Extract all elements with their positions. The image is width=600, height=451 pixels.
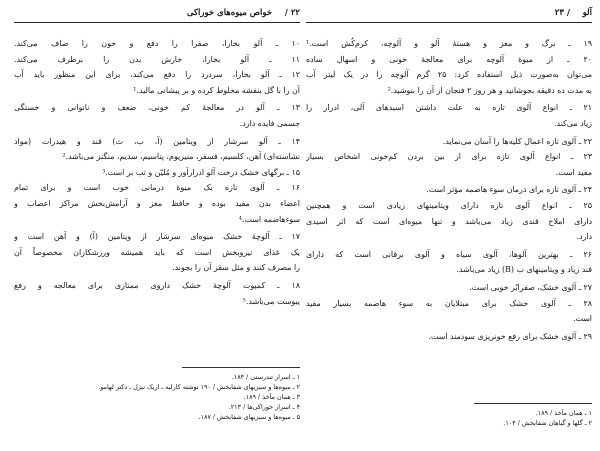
text-line: سوءهاضمه است.⁴: [238, 214, 300, 224]
text-line: یک غذای نیروبخش است که باید همیشه ورزشکاران مخصوصاً آن: [14, 247, 300, 257]
text-line: ۱۸ ـ کمپوت آلوچهٔ خشک داروی ممتازی برای معالجه و رفع: [14, 280, 300, 290]
text-line: ۱۷ ـ آلوچهٔ خشک میوه‌ای سرشار از ویتامین (آ) و آهن است و: [14, 232, 300, 242]
text-line: ۲۱ ـ انواع آلوی تازه به علت داشتن اسیدهای آلی، ادرار را: [306, 103, 592, 113]
text-line: ۱۵ ـ برگهای خشک درخت آلو ادرارآور و مُلیّن و تب بر است.³: [102, 167, 300, 177]
text-line: ۱۴ ـ آلو سرشار از ویتامین (آ، ب، ث) قند و هیدرات (مواد: [14, 136, 300, 146]
left-page-footnotes: [14, 367, 300, 422]
footnote: ۱ ـ همان مآخذ / ۱۸۹.: [535, 409, 592, 417]
text-line: ۱۹ ـ برگ و مغز و هستهٔ آلو و آلوچه، کرم‌کُش است.¹: [306, 39, 592, 48]
text-line: زیاد می‌کند.: [553, 118, 592, 128]
text-line: ۱۳ ـ آلو در معالجهٔ کم خونی، ضعف و ناتوانی و خستگی: [14, 103, 300, 113]
footnote: ۲ ـ میوه‌ها و سبزیهای شفابخش / ۱۹۰ نوشته کارلبه ـ اریک نیژل ـ دکتر لهامو.: [98, 383, 300, 391]
text-line: ۲۶ ـ بهترین آلوها، آلوی سیاه و آلوی برقانی است که دارای: [306, 249, 592, 259]
text-line: ۱۶ ـ آلوی تازه یک میوهٔ درمانی خوب است و برای تمام: [14, 183, 300, 193]
text-line: قند زیاد و ویتامینهای ب (B) زیاد می‌باشد.: [456, 265, 592, 275]
text-line: می‌توان به‌صورت ذیل استفاده کرد: ۲۵ گرم آلوچه را در یک لیتر آب: [306, 70, 592, 80]
text-line: ۱۱ ـ آلو بخارا، خارش بدن را برطرف می‌کند.: [14, 54, 300, 64]
left-page-header: [14, 8, 300, 23]
text-line: را مصرف کنند و مثل سقز آن را بجوند.: [172, 263, 300, 273]
text-line: مفید است.: [555, 167, 592, 177]
text-line: ۲۲ ـ آلوی تازه اعمال کلیه‌ها را آسان می‌نماید.: [442, 136, 592, 146]
footnote: ۲ ـ گلها و گیاهان شفابخش / ۱۰۴.: [503, 419, 592, 427]
footnote-divider: [474, 403, 592, 404]
right-page-number: / ۲۳: [554, 8, 570, 18]
right-page: [306, 0, 592, 451]
text-line: آن را با گل بنفشه مخلوط کرده و بر پیشانی مالید.¹: [133, 85, 300, 95]
footnote: ۴ ـ اسرار خوراکی‌ها / ۲۱۳.: [228, 403, 300, 411]
text-line: ۲۴ ـ آلوی تازه برای درمان سوء هاضمه مؤثر است.: [426, 185, 592, 195]
right-page-body: [306, 36, 592, 344]
text-line: ۲۰ ـ از میوهٔ آلوچه برای معالجهٔ خونی و اسهال ساده: [306, 54, 592, 64]
text-line: دارای املاح قندی زیاد می‌باشد و تنها میوه‌ای است که اثر اسیدی: [306, 216, 592, 226]
right-page-header: [306, 8, 592, 23]
left-page: [14, 0, 300, 451]
right-page-footnotes: [306, 403, 592, 428]
text-line: یبوست می‌باشد.⁵: [242, 296, 300, 306]
text-line: به مدت ده دقیقه بجوشانید و هر روز ۲ فنجان از آن را بنوشید.²: [387, 85, 592, 95]
text-line: ۱۰ ـ آلو بخارا، صفرا را دفع و خون را صاف می‌کند.: [14, 39, 300, 48]
text-line: ۲۹ ـ آلوی خشک برای رفع خونریزی سودمند است.: [428, 331, 592, 341]
text-line: اعضاء بدن مفید بوده و حافظ مغز و آرامش‌بخش مراکز اعصاب و: [14, 198, 300, 208]
footnote-divider: [182, 367, 300, 368]
text-line: جسمی فایده دارد.: [239, 118, 300, 128]
left-page-body: [14, 36, 300, 309]
text-line: ۱۲ ـ آلو بخارا، سردرد را دفع می‌کند، برای این منظور باید آب: [14, 70, 300, 80]
text-line: ۲۳ ـ انواع آلوی تازه برای از بین بردن کم‌خونی اشخاص بسیار: [306, 152, 592, 162]
footnote: ۱ ـ اسرار تندرستی / ۱۸۴.: [231, 373, 300, 381]
text-line: ۲۸ ـ آلوی خشک برای مبتلایان به سوء هاضمه بسیار مفید: [306, 298, 592, 308]
footnote: ۵ ـ میوه‌ها و سبزیهای شفابخش / ۱۸۷.: [198, 413, 300, 421]
text-line: است.: [572, 314, 592, 324]
text-line: دارد.: [576, 232, 592, 242]
left-page-number: ۲۲ /: [284, 8, 300, 18]
right-page-title: آلو: [582, 8, 592, 18]
text-line: نشاسته‌ای) آهن، کلسیم، فسفر، منیزیوم، پتاسیم، سدیم، منگنز می‌باشد.²: [62, 152, 300, 162]
footnote: ۳ ـ همان مآخذ / ۱۸۹.: [243, 393, 300, 401]
text-line: ۲۵ ـ انواع آلوی تازه دارای ویتامینهای زیادی است و همچنین: [306, 200, 592, 210]
left-page-title: خواص میوه‌های خوراکی: [186, 8, 272, 18]
text-line: ۲۷ ـ آلوی خشک، صفرابُر خوبی است.: [469, 282, 592, 292]
